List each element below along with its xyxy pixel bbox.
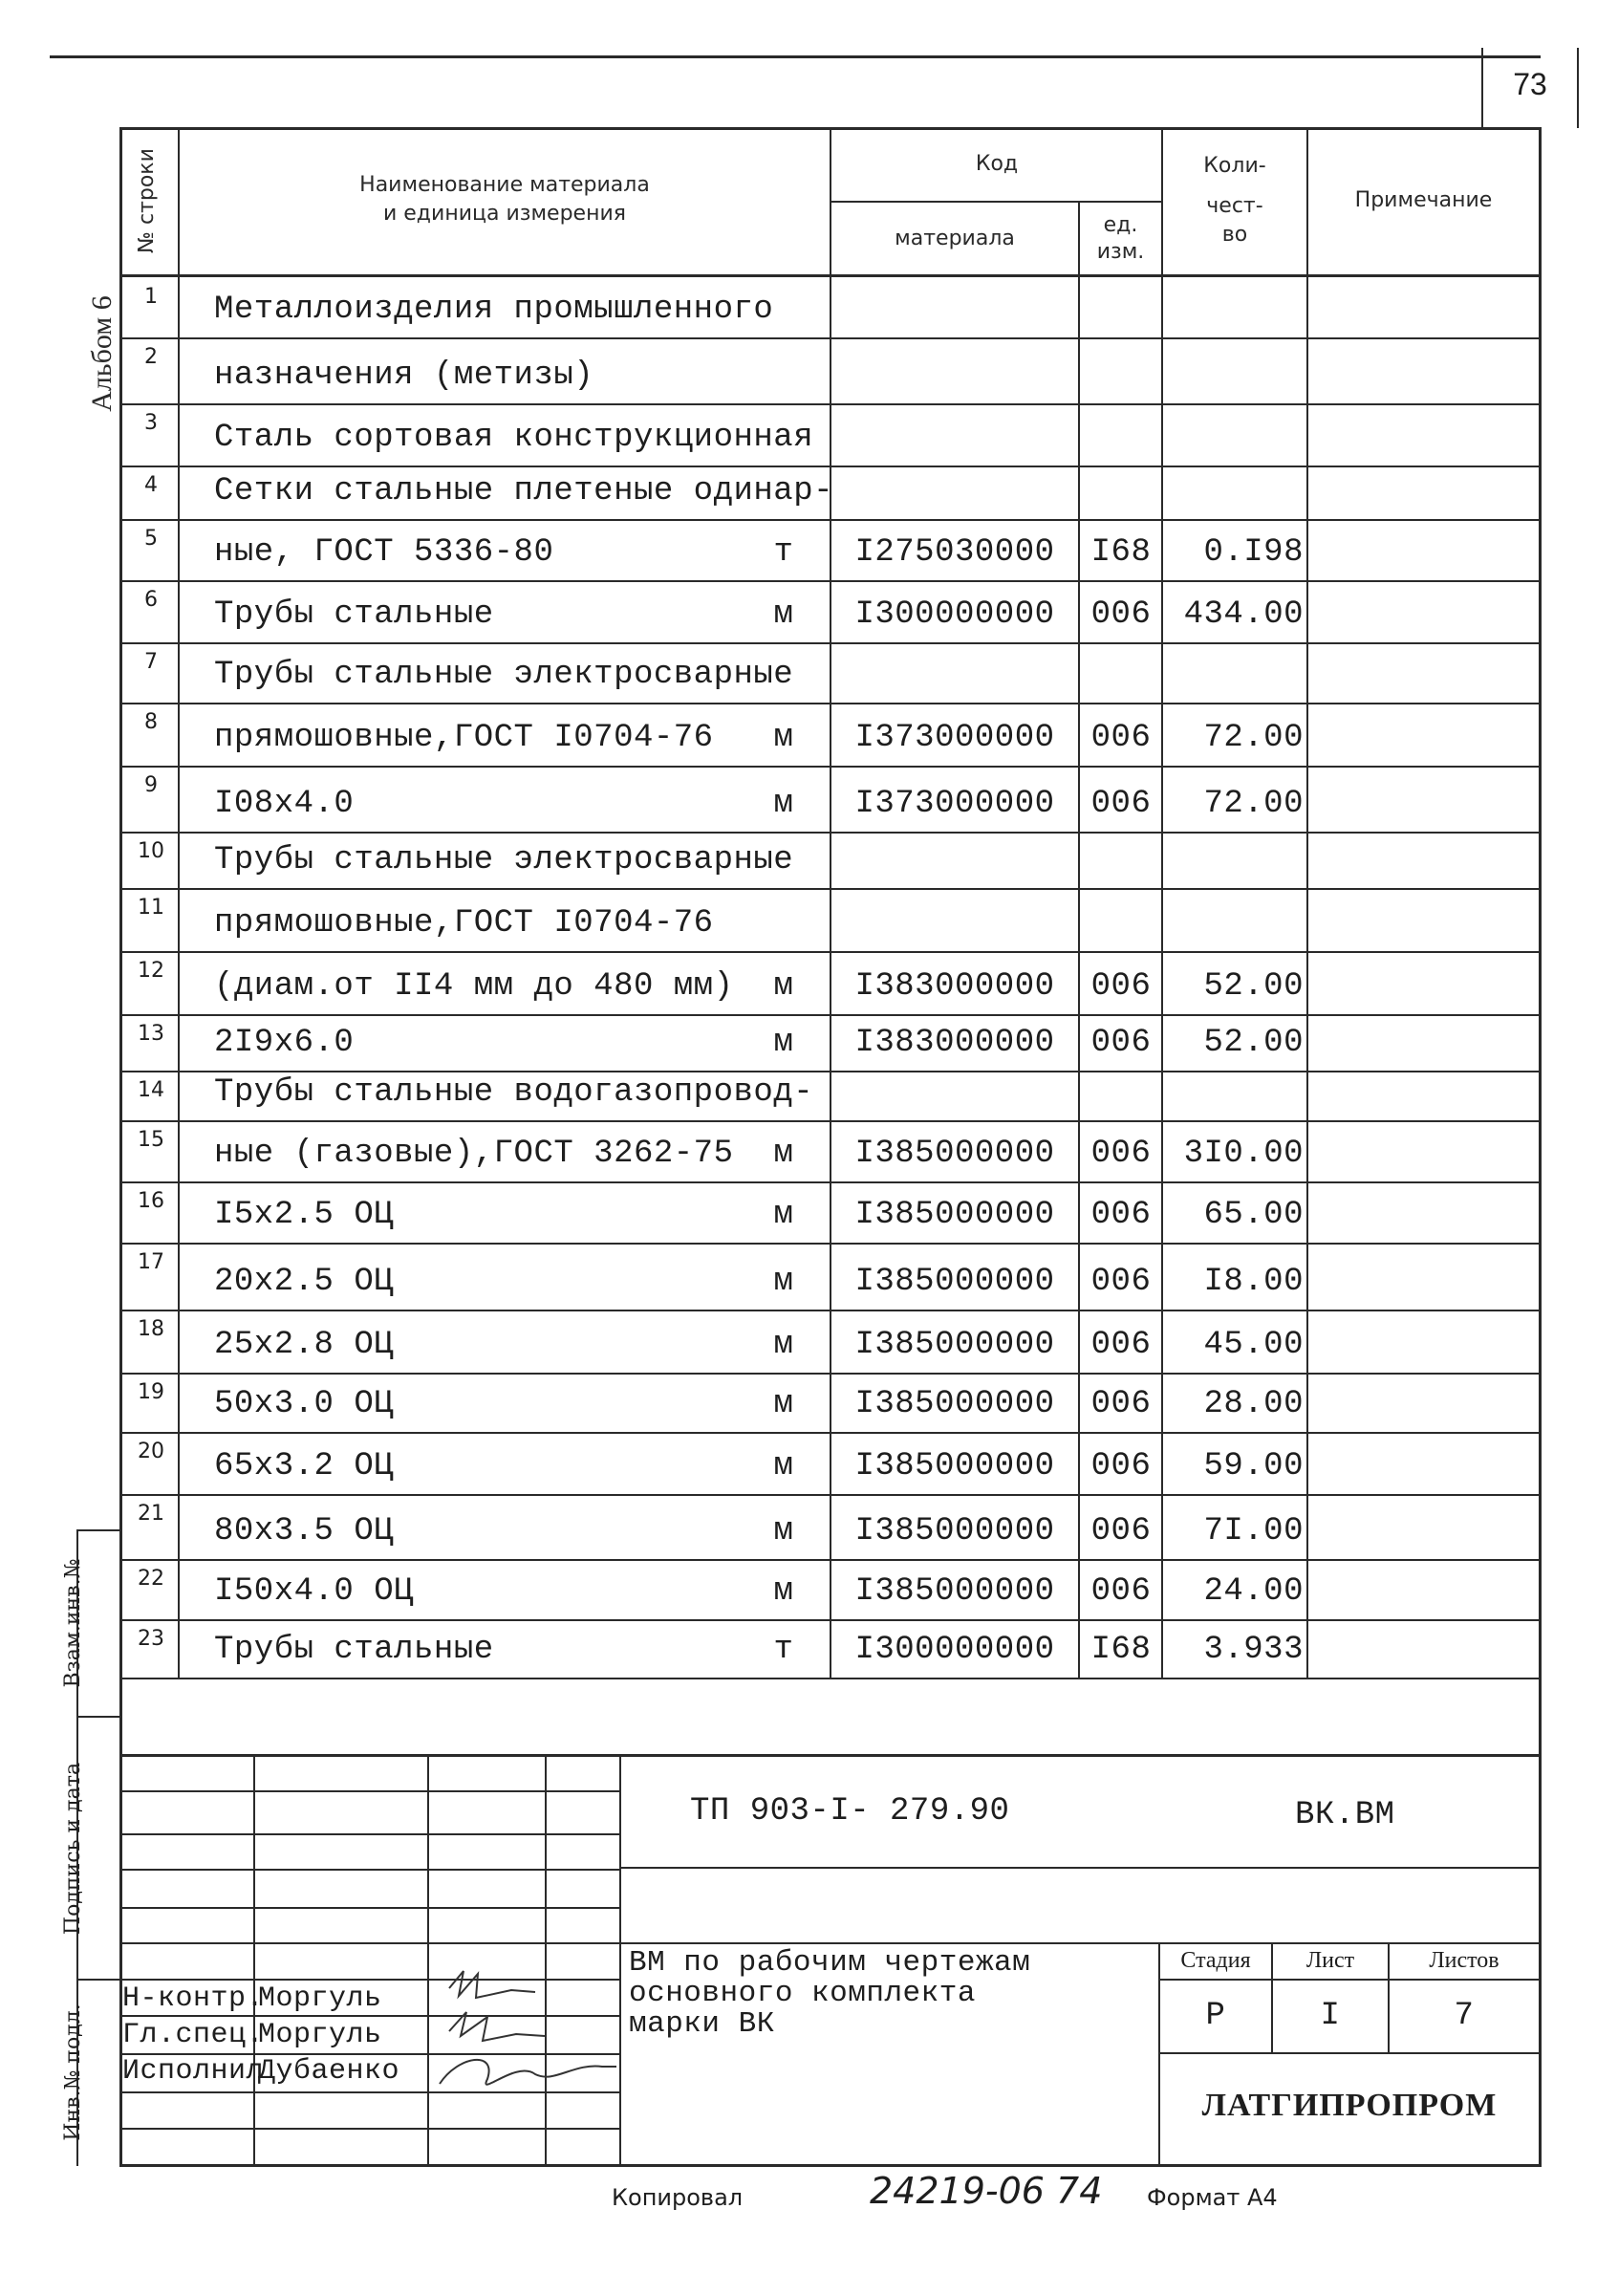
row-separator: [119, 1120, 1541, 1122]
stamp-title-top: [619, 1942, 1541, 1944]
sheet-label: Лист: [1305, 1948, 1355, 1973]
frame-bottom: [119, 2164, 1542, 2167]
row-material-code: I300000000: [854, 596, 1055, 633]
row-name: Трубы стальные электросварные: [214, 657, 794, 693]
signatory-name: Моргуль: [258, 2019, 382, 2051]
row-separator: [119, 703, 1541, 704]
row-name: прямошовные,ГОСТ I0704-76: [214, 905, 714, 942]
header-qty-line1: Коли-: [1203, 154, 1266, 178]
row-material-code: I385000000: [854, 1448, 1055, 1484]
col-line-unit: [1161, 127, 1163, 1678]
document-title-line3: марки ВК: [629, 2007, 775, 2041]
row-unit: м: [773, 968, 794, 1005]
row-number: 21: [138, 1502, 164, 1526]
row-separator: [119, 519, 1541, 521]
row-name: 80x3.5 ОЦ: [214, 1513, 395, 1549]
row-number: 4: [144, 473, 158, 497]
row-material-code: I383000000: [854, 1025, 1055, 1061]
row-unit: м: [773, 1264, 794, 1300]
row-unit-code: 006: [1090, 1264, 1152, 1300]
row-quantity: I8.00: [1203, 1264, 1304, 1300]
row-number: 22: [138, 1567, 164, 1591]
row-number: 17: [138, 1250, 164, 1274]
row-material-code: I383000000: [854, 968, 1055, 1005]
row-unit: т: [773, 1632, 794, 1668]
row-quantity: 65.00: [1203, 1197, 1304, 1233]
row-quantity: 72.00: [1203, 786, 1304, 822]
row-separator: [119, 832, 1541, 834]
row-name: назначения (метизы): [214, 357, 594, 394]
stamp-col-1: [253, 1754, 255, 2165]
table-end-line: [119, 1678, 1541, 1679]
side-label-podpis: Подпись и дата: [61, 1762, 85, 1936]
row-separator: [119, 1071, 1541, 1072]
row-name: Трубы стальные: [214, 1632, 494, 1668]
row-quantity: 3I0.00: [1183, 1136, 1304, 1172]
row-separator: [119, 466, 1541, 467]
document-mark: ВК.ВМ: [1295, 1797, 1395, 1833]
header-qty-line3: во: [1221, 223, 1248, 247]
row-unit: м: [773, 720, 794, 756]
row-unit-code: 006: [1090, 968, 1152, 1005]
row-number: 5: [144, 527, 158, 551]
header-unit-line1: ед.: [1103, 213, 1138, 237]
row-quantity: 434.00: [1183, 596, 1304, 633]
stamp-grid-row: [119, 1790, 621, 1792]
row-separator: [119, 1559, 1541, 1561]
row-material-code: I385000000: [854, 1327, 1055, 1363]
stamp-info-values-bottom: [1158, 2052, 1541, 2054]
stamp-grid-row: [119, 2128, 621, 2130]
header-material: материала: [895, 227, 1015, 250]
frame-right: [1539, 127, 1542, 2166]
row-name: 20x2.5 ОЦ: [214, 1264, 395, 1300]
row-number: 6: [144, 588, 158, 612]
row-unit-code: 006: [1090, 786, 1152, 822]
organization-name: ЛАТГИПРОПРОМ: [1201, 2088, 1498, 2123]
copied-label: Копировал: [612, 2184, 744, 2211]
header-name-line2: и единица измерения: [382, 202, 626, 226]
row-separator: [119, 1243, 1541, 1245]
row-name: 50x3.0 ОЦ: [214, 1386, 395, 1422]
row-number: 1: [144, 285, 158, 309]
row-name: 2I9x6.0: [214, 1025, 355, 1061]
row-quantity: 59.00: [1203, 1448, 1304, 1484]
row-separator: [119, 1619, 1541, 1621]
signature-1: [449, 1971, 535, 1998]
top-rule: [50, 55, 1541, 58]
row-unit: м: [773, 786, 794, 822]
format-label: Формат А4: [1147, 2184, 1278, 2211]
row-material-code: I385000000: [854, 1386, 1055, 1422]
album-label: Альбом 6: [86, 295, 118, 412]
row-quantity: 7I.00: [1203, 1513, 1304, 1549]
row-number: 8: [144, 710, 158, 734]
row-name: прямошовные,ГОСТ I0704-76: [214, 720, 714, 756]
signatory-role: Гл.спец.: [122, 2019, 265, 2051]
row-unit-code: I68: [1090, 534, 1152, 571]
row-separator: [119, 1014, 1541, 1016]
document-code: ТП 903-I- 279.90: [690, 1793, 1010, 1830]
stamp-top: [119, 1754, 1541, 1757]
row-name: Трубы стальные водогазопровод-: [214, 1074, 814, 1111]
row-name: Металлоизделия промышленного: [214, 292, 774, 328]
header-code-split: [830, 201, 1163, 203]
row-separator: [119, 888, 1541, 890]
row-separator: [119, 1181, 1541, 1183]
row-unit: т: [773, 534, 794, 571]
row-number: 11: [138, 896, 164, 920]
row-material-code: I300000000: [854, 1632, 1055, 1668]
row-material-code: I385000000: [854, 1264, 1055, 1300]
row-separator: [119, 642, 1541, 644]
row-name: 65x3.2 ОЦ: [214, 1448, 395, 1484]
row-material-code: I385000000: [854, 1573, 1055, 1610]
stamp-grid-row: [119, 1869, 621, 1871]
header-code: Код: [975, 152, 1019, 176]
row-number: 13: [138, 1022, 164, 1046]
handwritten-archive-number: 24219-06 74: [870, 2170, 1103, 2212]
row-material-code: I385000000: [854, 1136, 1055, 1172]
row-material-code: I385000000: [854, 1513, 1055, 1549]
row-number: 9: [144, 773, 158, 797]
header-name-line1: Наименование материала: [359, 173, 650, 197]
row-number: 7: [144, 650, 158, 674]
side-label-inv: Инв.№ подл.: [61, 2004, 85, 2141]
page-number: 73: [1513, 67, 1547, 101]
row-number: 2: [144, 345, 158, 369]
row-material-code: I373000000: [854, 786, 1055, 822]
row-unit: м: [773, 1573, 794, 1610]
row-separator: [119, 951, 1541, 953]
stamp-grid-row: [119, 1942, 621, 1944]
row-name: Трубы стальные электросварные: [214, 842, 794, 878]
row-number: 19: [138, 1380, 164, 1404]
row-unit: м: [773, 1197, 794, 1233]
signatory-name: Дубаенко: [258, 2055, 400, 2088]
row-quantity: 72.00: [1203, 720, 1304, 756]
row-unit-code: I68: [1090, 1632, 1152, 1668]
stamp-grid-row: [119, 1833, 621, 1835]
header-bottom: [119, 274, 1541, 277]
row-number: 18: [138, 1317, 164, 1341]
row-name: Трубы стальные: [214, 596, 494, 633]
row-number: 15: [138, 1128, 164, 1152]
row-name: ные (газовые),ГОСТ 3262-75: [214, 1136, 734, 1172]
row-name: I5x2.5 ОЦ: [214, 1197, 395, 1233]
row-unit-code: 006: [1090, 1386, 1152, 1422]
sheet-value: I: [1320, 1998, 1341, 2034]
sheets-label: Листов: [1429, 1948, 1499, 1973]
row-material-code: I373000000: [854, 720, 1055, 756]
row-separator: [119, 766, 1541, 768]
row-number: 3: [144, 411, 158, 435]
row-unit-code: 006: [1090, 1136, 1152, 1172]
header-qty-line2: чест-: [1206, 194, 1263, 218]
row-separator: [119, 403, 1541, 405]
signatory-name: Моргуль: [258, 1982, 382, 2015]
row-number: 16: [138, 1189, 164, 1213]
signature-3: [440, 2060, 616, 2085]
row-separator: [119, 1373, 1541, 1375]
stamp-code-bottom: [619, 1867, 1541, 1869]
row-unit: м: [773, 1448, 794, 1484]
page-number-box-right: [1577, 48, 1579, 128]
col-line-qty: [1306, 127, 1308, 1678]
row-unit-code: 006: [1090, 720, 1152, 756]
row-unit-code: 006: [1090, 1025, 1152, 1061]
col-line-material: [1078, 201, 1080, 1678]
row-unit: м: [773, 1136, 794, 1172]
row-unit-code: 006: [1090, 596, 1152, 633]
row-number: 12: [138, 959, 164, 983]
row-unit: м: [773, 1513, 794, 1549]
row-name: I50x4.0 ОЦ: [214, 1573, 415, 1610]
row-quantity: 45.00: [1203, 1327, 1304, 1363]
header-unit-line2: изм.: [1096, 240, 1145, 264]
row-material-code: I385000000: [854, 1197, 1055, 1233]
stage-value: Р: [1205, 1998, 1226, 2034]
row-unit: м: [773, 596, 794, 633]
row-unit: м: [773, 1386, 794, 1422]
row-number: 23: [138, 1627, 164, 1651]
row-unit: м: [773, 1025, 794, 1061]
row-name: Сетки стальные плетеные одинар-: [214, 473, 834, 509]
row-number: 14: [138, 1078, 164, 1102]
row-unit-code: 006: [1090, 1327, 1152, 1363]
row-quantity: 24.00: [1203, 1573, 1304, 1610]
row-number: 20: [138, 1440, 164, 1463]
document-title-line2: основного комплекта: [629, 1977, 976, 2010]
row-name: (диам.от II4 мм до 480 мм): [214, 968, 734, 1005]
row-separator: [119, 1432, 1541, 1434]
row-number: 10: [138, 839, 164, 863]
document-title-line1: ВМ по рабочим чертежам: [629, 1946, 1031, 1980]
signatory-role: Исполнил: [122, 2055, 265, 2088]
stamp-info-labels-bottom: [1158, 1979, 1541, 1981]
row-separator: [119, 580, 1541, 582]
side-label-vzam: Взам.инв.№: [61, 1558, 85, 1688]
header-note: Примечание: [1354, 188, 1493, 212]
row-separator: [119, 1310, 1541, 1311]
row-quantity: 3.933: [1203, 1632, 1304, 1668]
stage-label: Стадия: [1180, 1948, 1251, 1973]
row-separator: [119, 1494, 1541, 1496]
row-unit-code: 006: [1090, 1448, 1152, 1484]
header-row-no: № строки: [135, 148, 159, 253]
row-separator: [119, 337, 1541, 339]
row-unit: м: [773, 1327, 794, 1363]
row-quantity: 52.00: [1203, 968, 1304, 1005]
row-quantity: 0.I98: [1203, 534, 1304, 571]
row-material-code: I275030000: [854, 534, 1055, 571]
row-name: Сталь сортовая конструкционная: [214, 420, 814, 456]
signature-2: [449, 2012, 545, 2041]
row-quantity: 28.00: [1203, 1386, 1304, 1422]
col-line-name: [830, 127, 831, 1678]
stamp-grid-row: [119, 1907, 621, 1909]
row-unit-code: 006: [1090, 1513, 1152, 1549]
row-name: ные, ГОСТ 5336-80: [214, 534, 554, 571]
sheets-value: 7: [1454, 1998, 1475, 2034]
row-unit-code: 006: [1090, 1197, 1152, 1233]
row-unit-code: 006: [1090, 1573, 1152, 1610]
row-name: I08x4.0: [214, 786, 355, 822]
row-quantity: 52.00: [1203, 1025, 1304, 1061]
row-name: 25x2.8 ОЦ: [214, 1327, 395, 1363]
signatory-role: Н-контр.: [122, 1982, 265, 2015]
signature-scribbles: [421, 1960, 631, 2103]
